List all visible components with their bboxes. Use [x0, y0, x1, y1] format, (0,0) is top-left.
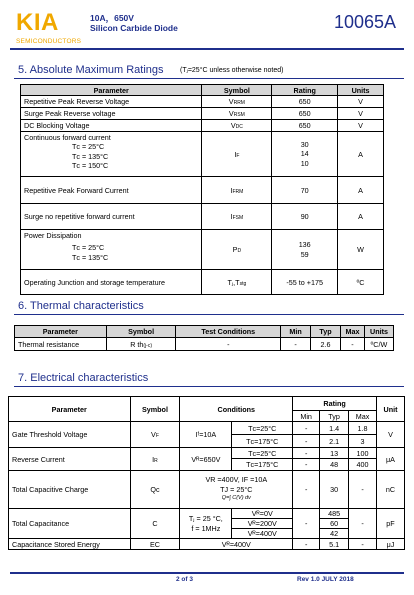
revision-date: Rev 1.0 JULY 2018: [297, 576, 354, 583]
col-header-min: Min: [293, 411, 320, 422]
param-cell: DC Blocking Voltage: [21, 120, 202, 132]
col-header-max: Max: [341, 326, 365, 338]
voltage-cell: Vᴿ=200V: [232, 519, 293, 529]
symbol-cell: IFSM: [202, 204, 272, 230]
section-title-electrical: 7. Electrical characteristics: [18, 372, 149, 384]
param-cell: Power Dissipation Tᴄ = 25°C Tᴄ = 135°C: [21, 230, 202, 270]
min-cell: -: [293, 459, 320, 471]
max-cell: 100: [349, 448, 377, 459]
part-number: 10065A: [333, 12, 396, 32]
unit-cell: A: [338, 132, 384, 177]
typ-cell: 2.1: [320, 435, 349, 448]
table-row: [9, 422, 405, 435]
param-cell: Surge no repetitive forward current: [21, 204, 202, 230]
header-divider: [10, 48, 404, 50]
param-cell: Thermal resistance: [15, 338, 107, 351]
typ-cell: 60: [320, 519, 349, 529]
col-header-conditions: Conditions: [180, 397, 293, 422]
symbol-cell: VRSM: [202, 108, 272, 120]
param-cell: Surge Peak Reverse voltage: [21, 108, 202, 120]
table-row: [21, 204, 384, 230]
rating-cell: 90: [272, 204, 338, 230]
condition-cell: -: [176, 338, 281, 351]
unit-cell: pF: [377, 509, 405, 539]
param-cell: Total Capacitive Charge: [9, 471, 131, 509]
col-header-typ: Typ: [311, 326, 341, 338]
rating-cell: 70: [272, 177, 338, 204]
param-cell: Capacitance Stored Energy: [9, 539, 131, 550]
col-header-units: Units: [338, 85, 384, 96]
param-cell: Repetitive Peak Forward Current: [21, 177, 202, 204]
table-row: [9, 471, 405, 509]
unit-cell: V: [338, 108, 384, 120]
symbol-cell: IR: [130, 448, 180, 471]
max-cell: 1.8: [349, 422, 377, 435]
condition-cell: Tⱼ = 25 °C, f = 1MHz: [180, 509, 232, 539]
condition-cell: Vᴿ=650V: [180, 448, 232, 471]
symbol-cell: Tⱼ,Tstg: [202, 270, 272, 295]
symbol-cell: VDC: [202, 120, 272, 132]
table-row: [21, 120, 384, 132]
unit-cell: W: [338, 230, 384, 270]
col-header-parameter: Parameter: [15, 326, 107, 338]
thermal-table: [14, 325, 394, 351]
typ-cell: 5.1: [320, 539, 349, 550]
rating-cell: 30 14 10: [272, 132, 338, 177]
company-logo-subtitle: SEMICONDUCTORS: [16, 38, 82, 45]
table-row: [21, 108, 384, 120]
col-header-units: Units: [364, 326, 393, 338]
temp-cell: Tᴄ=175°C: [232, 459, 293, 471]
rating-cell: 650: [272, 120, 338, 132]
symbol-cell: VF: [130, 422, 180, 448]
voltage-cell: Vᴿ=400V: [232, 529, 293, 539]
unit-cell: V: [338, 120, 384, 132]
min-cell: -: [293, 539, 320, 550]
min-cell: -: [293, 435, 320, 448]
param-cell: Reverse Current: [9, 448, 131, 471]
condition-cell: VR =400V, IF =10A TJ = 25°C Q=∫ C(V) dv: [180, 471, 293, 509]
unit-cell: ºC: [338, 270, 384, 295]
symbol-cell: VRRM: [202, 96, 272, 108]
temp-cell: Tᴄ=175°C: [232, 435, 293, 448]
table-row: [21, 177, 384, 204]
unit-cell: nC: [377, 471, 405, 509]
section-title-abs-max: 5. Absolute Maximum Ratings: [18, 64, 164, 76]
unit-cell: A: [338, 204, 384, 230]
abs-max-table: [20, 84, 384, 295]
condition-cell: Iᶠ=10A: [180, 422, 232, 448]
col-header-symbol: Symbol: [202, 85, 272, 96]
unit-cell: A: [338, 177, 384, 204]
typ-cell: 42: [320, 529, 349, 539]
col-header-unit: Unit: [377, 397, 405, 422]
electrical-table: [8, 396, 405, 550]
rating-cell: -55 to +175: [272, 270, 338, 295]
table-row: [21, 270, 384, 295]
footer-divider: [10, 572, 404, 574]
min-cell: -: [293, 509, 320, 539]
header-rating: 10A，650V: [90, 13, 134, 23]
typ-cell: 48: [320, 459, 349, 471]
col-header-test-conditions: Test Conditions: [176, 326, 281, 338]
col-header-typ: Typ: [320, 411, 349, 422]
symbol-cell: IFRM: [202, 177, 272, 204]
symbol-cell: IF: [202, 132, 272, 177]
min-cell: -: [293, 448, 320, 459]
col-header-symbol: Symbol: [130, 397, 180, 422]
typ-cell: 2.6: [311, 338, 341, 351]
table-row: [21, 96, 384, 108]
param-cell: Total Capacitance: [9, 509, 131, 539]
symbol-cell: Qc: [130, 471, 180, 509]
min-cell: -: [281, 338, 311, 351]
rating-cell: 650: [272, 108, 338, 120]
table-row: [21, 230, 384, 270]
table-row: [15, 338, 394, 351]
col-header-min: Min: [281, 326, 311, 338]
col-header-symbol: Symbol: [106, 326, 176, 338]
section-divider: [14, 78, 404, 79]
unit-cell: μJ: [377, 539, 405, 550]
temp-cell: Tᴄ=25°C: [232, 448, 293, 459]
rating-cell: 650: [272, 96, 338, 108]
min-cell: -: [293, 471, 320, 509]
param-cell: Repetitive Peak Reverse Voltage: [21, 96, 202, 108]
section-divider: [14, 386, 404, 387]
condition-cell: Vᴿ=400V: [180, 539, 293, 550]
voltage-cell: Vᴿ=0V: [232, 509, 293, 519]
symbol-cell: C: [130, 509, 180, 539]
max-cell: 3: [349, 435, 377, 448]
max-cell: -: [349, 539, 377, 550]
param-cell: Operating Junction and storage temperature: [21, 270, 202, 295]
section-note-abs-max: (Tⱼ=25°C unless otherwise noted): [180, 67, 284, 74]
table-row: [21, 132, 384, 177]
symbol-cell: EC: [130, 539, 180, 550]
col-header-parameter: Parameter: [9, 397, 131, 422]
rating-cell: 136 59: [272, 230, 338, 270]
unit-cell: μA: [377, 448, 405, 471]
col-header-max: Max: [349, 411, 377, 422]
param-cell: Gate Threshold Voltage: [9, 422, 131, 448]
company-logo: KIA: [16, 9, 59, 36]
temp-cell: Tᴄ=25°C: [232, 422, 293, 435]
col-header-rating: Rating: [272, 85, 338, 96]
symbol-cell: PD: [202, 230, 272, 270]
page-number: 2 of 3: [176, 576, 193, 583]
typ-cell: 30: [320, 471, 349, 509]
typ-cell: 13: [320, 448, 349, 459]
max-cell: -: [349, 471, 377, 509]
section-title-thermal: 6. Thermal characteristics: [18, 300, 144, 312]
typ-cell: 1.4: [320, 422, 349, 435]
unit-cell: V: [338, 96, 384, 108]
symbol-cell: R th(j-c): [106, 338, 176, 351]
unit-cell: V: [377, 422, 405, 448]
col-header-rating: Rating: [293, 397, 377, 411]
table-row: [9, 448, 405, 459]
typ-cell: 485: [320, 509, 349, 519]
header-device-type: Silicon Carbide Diode: [90, 23, 178, 33]
unit-cell: ºC/W: [364, 338, 393, 351]
min-cell: -: [293, 422, 320, 435]
param-cell: Continuous forward current Tᴄ = 25°C Tᴄ = 135°C Tᴄ = 150°C: [21, 132, 202, 177]
max-cell: -: [341, 338, 365, 351]
max-cell: 400: [349, 459, 377, 471]
table-row: [9, 539, 405, 550]
max-cell: -: [349, 509, 377, 539]
section-divider: [14, 314, 404, 315]
table-row: [9, 509, 405, 519]
col-header-parameter: Parameter: [21, 85, 202, 96]
